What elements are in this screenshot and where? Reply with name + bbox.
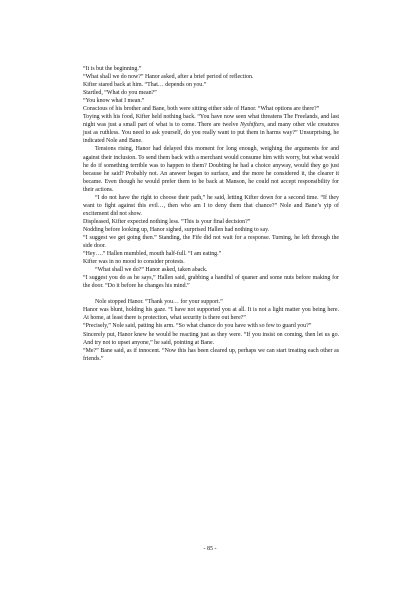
paragraph: Kifter stared back at him. “That… depends on you.” <box>83 82 207 89</box>
body-text <box>83 65 339 363</box>
paragraph: Toying with his food, Kifter held nothing back. “You have now seen what threatens The Freelands, and last night was just a small part of what is to come. There are twelve Nyshifters, and many other vile creatures just as ruthless. You need to ask yourself, do you really want to put them in harms way?” Unsurprising, he indicated Nole and Bane. <box>83 114 339 145</box>
paragraph: Kifter was in no mood to consider protests. <box>83 259 185 266</box>
paragraph: “What shall we do?” Hanor asked, taken aback. <box>95 267 208 274</box>
paragraph: Conscious of his brother and Bane, both were sitting either side of Hanor. “What options are there?” <box>83 106 320 113</box>
emphasis: Nyshifters <box>240 122 265 129</box>
paragraph: “What shall we do now?” Hanor asked, after a brief period of reflection. <box>83 74 254 81</box>
paragraph: Hanor was blunt, holding his gaze. “I have not supported you at all. It is not a light matter you being here. At home, at least there is protection, what security is there out here?” <box>83 307 339 322</box>
paragraph: “You know what I mean.” <box>83 98 145 105</box>
paragraph: Displeased, Kifter expected nothing less. “This is your final decision?” <box>83 218 251 225</box>
paragraph: “It is but the beginning.” <box>83 66 142 72</box>
paragraph: Startled, “What do you mean?” <box>83 90 157 97</box>
page-number: - 85 - <box>203 546 217 552</box>
paragraph: Nodding before looking up, Hanor sighed, surprised Hallen had nothing to say. <box>83 226 270 233</box>
paragraph: “Precisely,” Nole said, patting his arm. “So what chance do you have with so few to guard you?” <box>83 323 312 330</box>
paragraph: “I suggest we get going then.” Standing, the Fife did not wait for a response. Turning, he left through the side door. <box>83 234 339 250</box>
paragraph: “I do not have the right to choose their path,” he said, letting Kifter down for a second time. “If they want to fight against this evil…, then who am I to deny them that chance?” Nole and Bane’s yip of excitement did not show. <box>83 194 339 217</box>
paragraph: Nole stopped Hanor. “Thank you… for your support.” <box>95 299 223 306</box>
paragraph: Sincerely put, Hanor knew he would be reacting just as they were. “If you insist on coming, then let us go. And try not to upset anyone,” he said, pointing at Bane. <box>83 331 339 346</box>
paragraph: “Me?” Bane said, as if innocent. “Now this has been cleared up, perhaps we can start treating each other as friends.” <box>83 347 339 362</box>
paragraph: “Hey….” Hallen mumbled, mouth half-full. “I am eating.” <box>83 251 222 258</box>
paragraph: Tensions rising, Hanor had delayed this moment for long enough, weighing the arguments for and against their inclusion. To send them back with a merchant would consume him with worry, but what would he do if something terrible was to happen to them? Doubting he had a choice anyway, would they go just because he said? Probably not. An answer began to surface, and the more he considered it, the clearer it became. Even though he would prefer them to be back at Manson, he could not accept responsibility for their actions. <box>83 146 339 193</box>
paragraph: “I suggest you do as he says,” Hallen said, grabbing a handful of quaner and some nuts before making for the door. “Do it before he changes his mind.” <box>83 275 339 290</box>
